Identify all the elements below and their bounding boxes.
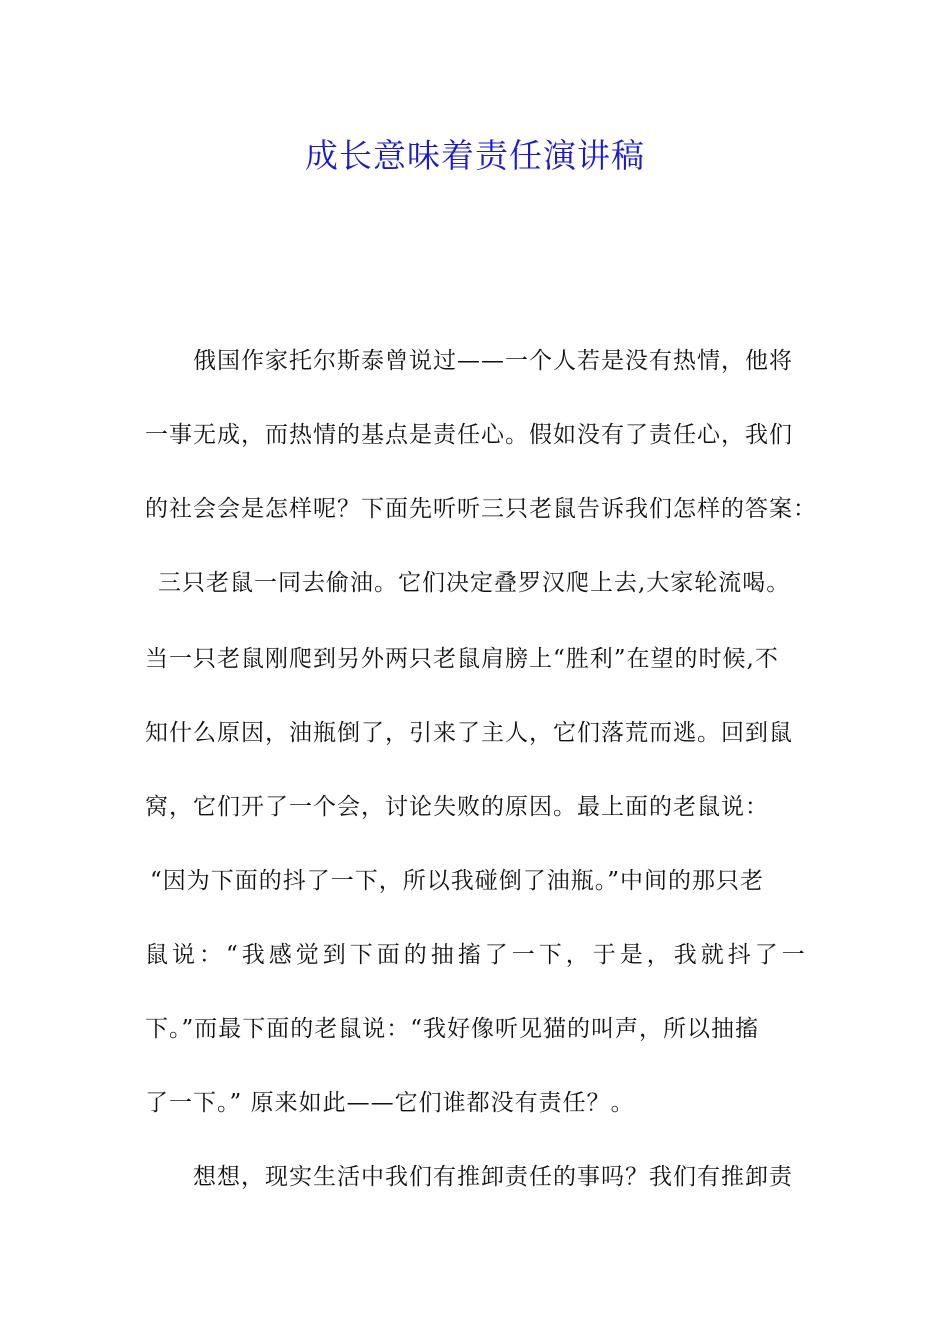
body-line: 三只老鼠一同去偷油。它们决定叠罗汉爬上去,大家轮流喝。 <box>158 570 791 596</box>
body-line: 下。”而最下面的老鼠说：“我好像听见猫的叫声，所以抽搐 <box>145 1016 760 1042</box>
body-line: 的社会会是怎样呢？下面先听听三只老鼠告诉我们怎样的答案： <box>145 496 817 522</box>
body-line: 俄国作家托尔斯泰曾说过——一个人若是没有热情，他将 <box>193 348 793 374</box>
body-line: 想想，现实生活中我们有推卸责任的事吗？我们有推卸责 <box>193 1164 793 1190</box>
body-line: 鼠说：“我感觉到下面的抽搐了一下，于是，我就抖了一 <box>145 942 809 968</box>
body-line: 一事无成，而热情的基点是责任心。假如没有了责任心，我们 <box>145 422 793 448</box>
page-title: 成长意味着责任演讲稿 <box>305 136 645 175</box>
body-line: 知什么原因，油瓶倒了，引来了主人，它们落荒而逃。回到鼠 <box>145 720 793 746</box>
body-line: “因为下面的抖了一下，所以我碰倒了油瓶。”中间的那只老 <box>150 868 765 894</box>
body-line: 了一下。” 原来如此——它们谁都没有责任？。 <box>145 1090 635 1116</box>
body-line: 窝，它们开了一个会，讨论失败的原因。最上面的老鼠说： <box>145 794 769 820</box>
body-line: 当一只老鼠刚爬到另外两只老鼠肩膀上“胜利”在望的时候,不 <box>145 646 779 672</box>
